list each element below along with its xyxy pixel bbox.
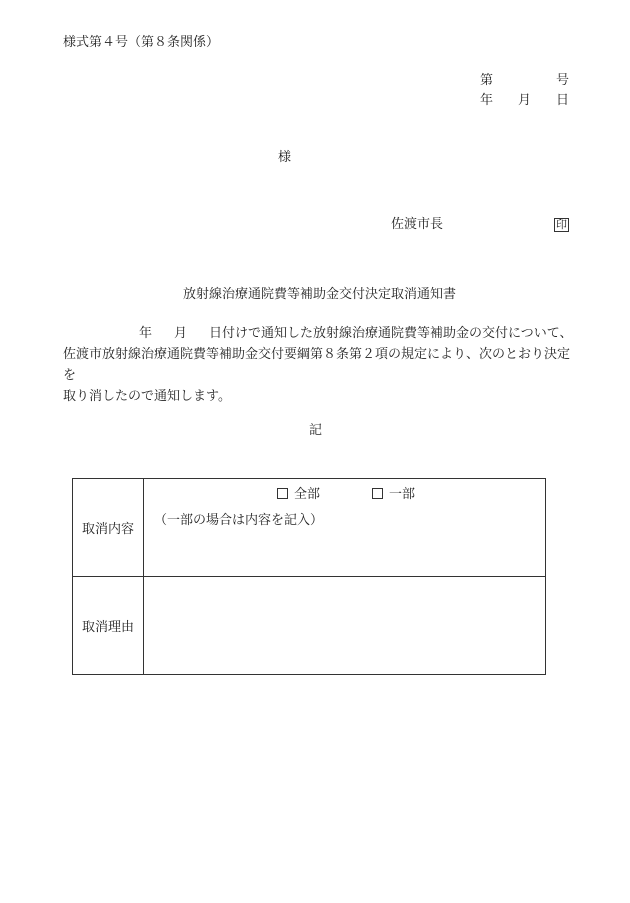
option-partial[interactable]: [372, 487, 415, 503]
seal-mark: 印: [556, 218, 567, 231]
document-title: 放射線治療通院費等補助金交付決定取消通知書: [183, 287, 457, 302]
body-line1: 日付けで通知した放射線治療通院費等補助金の交付について、: [209, 326, 573, 341]
date-year: 年: [480, 93, 494, 108]
ki-heading: 記: [309, 423, 323, 438]
body-year: 年: [139, 326, 153, 341]
doc-number-prefix: 第: [480, 73, 494, 88]
date-day: 日: [556, 93, 570, 108]
option-partial-label: 一部: [389, 487, 416, 502]
body-line3: 取り消したので通知します。: [63, 389, 231, 404]
body-line2: 佐渡市放射線治療通院費等補助金交付要綱第８条第２項の規定により、次のとおり決定を: [63, 347, 571, 383]
details-table: [72, 478, 546, 675]
cancel-content-cell: [144, 479, 546, 577]
checkbox-icon[interactable]: [277, 488, 288, 499]
cancel-reason-label: 取消理由: [73, 577, 144, 675]
option-all-label: 全部: [294, 487, 321, 502]
option-all[interactable]: [277, 487, 320, 503]
form-label: 様式第４号（第８条関係）: [63, 35, 220, 50]
checkbox-icon[interactable]: [372, 488, 383, 499]
cancel-content-label: 取消内容: [73, 479, 144, 577]
issuer-title: 佐渡市長: [391, 217, 444, 232]
cancel-reason-cell[interactable]: [144, 577, 546, 675]
body-month: 月: [174, 326, 188, 341]
doc-number-suffix: 号: [556, 73, 570, 88]
addressee-suffix: 様: [278, 150, 292, 165]
date-month: 月: [518, 93, 532, 108]
partial-note: （一部の場合は内容を記入）: [154, 513, 324, 528]
body-paragraph: [63, 323, 573, 407]
